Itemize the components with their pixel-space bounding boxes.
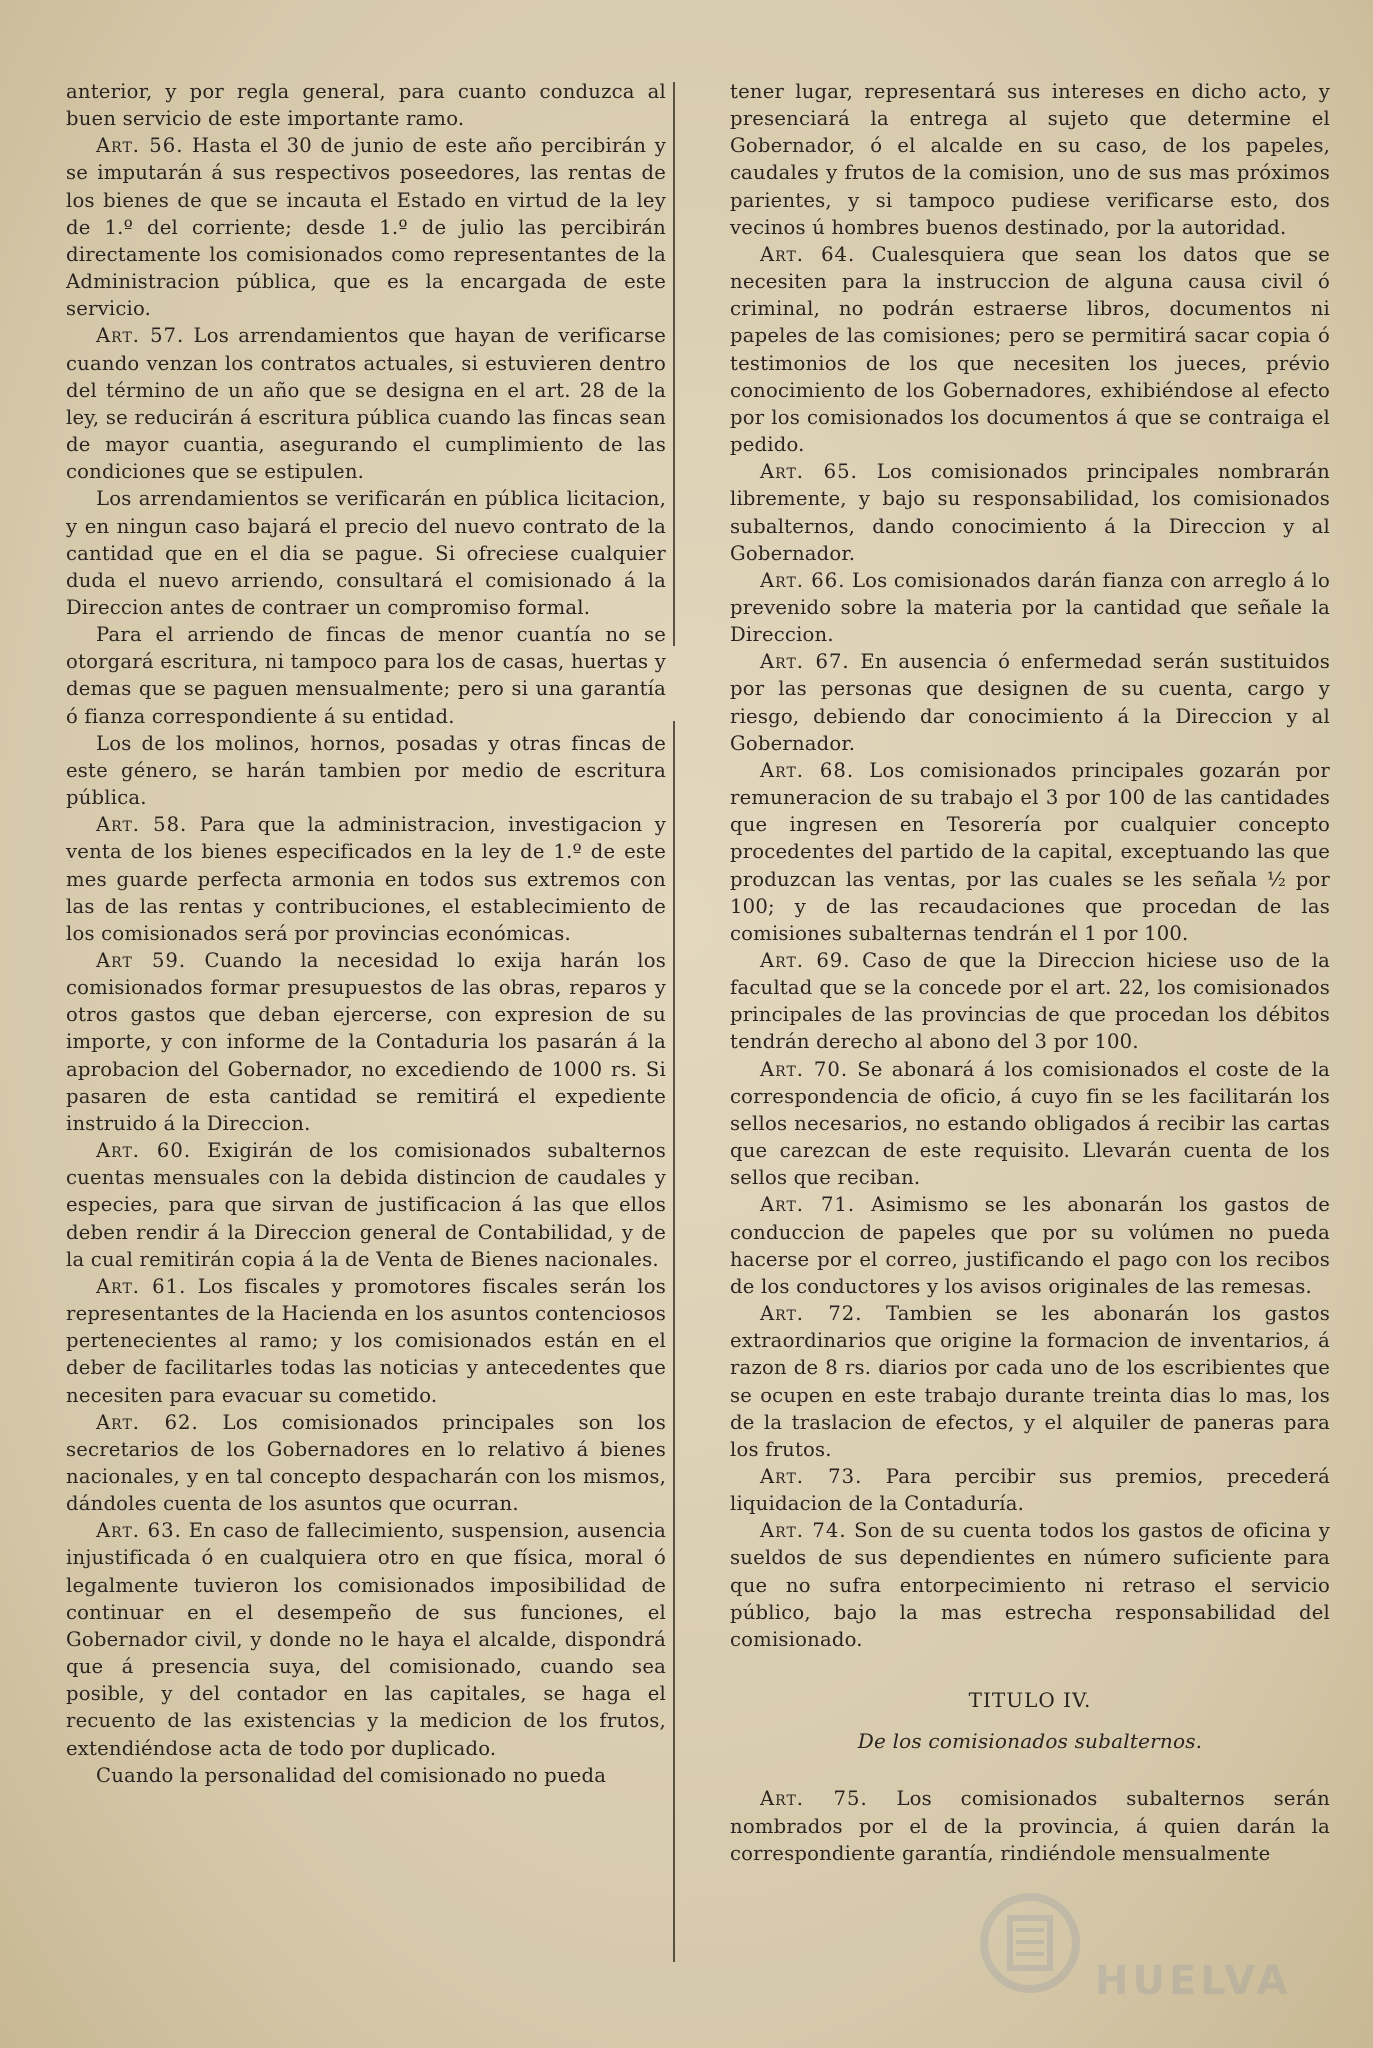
section-title: TITULO IV. <box>968 1688 1092 1713</box>
article-paragraph <box>66 621 666 730</box>
article-number: Art. 74. <box>760 1519 847 1543</box>
article-paragraph <box>66 811 666 947</box>
article-text: Cualesquiera que sean los datos que se necesiten para la instruccion de alguna causa civil ó criminal, no podrán estraerse libros, documentos ni papeles de las comisiones; pero se permitirá sacar copia ó testimonios de los que necesiten los jueces, prévio conocimiento de los Gobernadores, exhibiéndose al efecto por los comisionados los documentos á que se contraiga el pedido. <box>730 242 1331 457</box>
article-number: Art. 58. <box>96 813 188 837</box>
article-text: Los comisionados darán fianza con arreglo á lo prevenido sobre la materia por la cantidad que señale la Direccion. <box>730 568 1330 647</box>
article-paragraph <box>730 648 1330 757</box>
article-text: Para el arriendo de fincas de menor cuantía no se otorgará escritura, ni tampoco para los de casas, huertas y demas que se paguen mensualmente; pero si una garantía ó fianza correspondiente á su entidad. <box>66 623 666 728</box>
article-paragraph <box>730 78 1330 241</box>
article-text: Los comisionados principales son los secretarios de los Gobernadores en lo relativo á bienes nacionales, y en tal concepto despacharán con los mismos, dándoles cuenta de los asuntos que ocurran. <box>66 1410 666 1516</box>
article-paragraph <box>66 1762 666 1789</box>
article-number: Art. 57. <box>96 324 185 348</box>
article-text: Hasta el 30 de junio de este año percibirán y se imputarán á sus respectivos poseedores, las rentas de los bienes de que se incauta el Estado en virtud de la ley de 1.º del corriente; desde 1.º de julio las percibirán directamente los comisionados como representantes de la Administracion pública, que es la encargada de este servicio. <box>66 134 666 321</box>
article-number: Art. 63. <box>96 1519 182 1543</box>
article-paragraph <box>730 1517 1330 1653</box>
article-paragraph <box>730 757 1330 947</box>
article-text: Para percibir sus premios, precederá liquidacion de la Contaduría. <box>730 1464 1330 1516</box>
article-text: Los comisionados principales gozarán por remuneracion de su trabajo el 3 por 100 de las cantidades que ingresen en Tesorería por cualquier concepto procedentes del partido de la capital, exceptuando las que produzcan las ventas, por las cuales se les señala ½ por 100; y de las recaudaciones que procedan de las comisiones subalternas tendrán el 1 por 100. <box>730 758 1330 945</box>
article-text: Cuando la necesidad lo exija harán los comisionados formar presupuestos de las obras, reparos y otros gastos que deban ejercerse, con expresion de su importe, y con informe de la Contaduria los pasarán á la aprobacion del Gobernador, no excediendo de 1000 rs. Si pasaren de esta cantidad se remitirá el expediente instruido á la Direccion. <box>66 949 666 1135</box>
article-paragraph <box>730 1300 1330 1463</box>
article-paragraph <box>66 485 666 621</box>
article-text: Los comisionados principales nombrarán libremente, y bajo su responsabilidad, los comisionados subalternos, dando conocimiento á la Direccion y al Gobernador. <box>730 460 1330 565</box>
article-paragraph <box>730 1191 1330 1300</box>
article-paragraph <box>66 1273 666 1409</box>
article-paragraph <box>66 78 666 132</box>
watermark-text: HUELVA <box>1095 1958 1292 2004</box>
article-number: Art. 65. <box>760 460 858 484</box>
article-number: Art. 67. <box>760 650 850 674</box>
article-number: Art. 75. <box>760 1787 868 1811</box>
article-paragraph <box>66 1517 666 1761</box>
article-number: Art. 72. <box>760 1302 863 1326</box>
article-text: Los de los molinos, hornos, posadas y otras fincas de este género, se harán tambien por medio de escritura pública. <box>66 731 666 810</box>
article-paragraph <box>730 1056 1330 1192</box>
article-paragraph <box>730 947 1330 1056</box>
article-text: Tambien se les abonarán los gastos extraordinarios que origine la formacion de inventarios, á razon de 8 rs. diarios por cada uno de los escribientes que se ocupen en este trabajo durante treinta dias lo mas, los de la traslacion de efectos, y el alquiler de paneras para los frutos. <box>730 1302 1330 1461</box>
article-text: Los comisionados subalternos serán nombrados por el de la provincia, á quien darán la correspondiente garantía, rindiéndole mensualmente <box>730 1787 1330 1865</box>
article-paragraph <box>66 322 666 485</box>
article-paragraph <box>66 132 666 322</box>
article-number: Art. 69. <box>760 949 851 972</box>
article-paragraph <box>66 1137 666 1273</box>
article-number: Art 59. <box>96 949 187 972</box>
archive-seal-icon <box>980 1878 1080 2008</box>
article-number: Art. 68. <box>760 758 855 782</box>
article-text: Cuando la personalidad del comisionado no pueda <box>96 1763 607 1787</box>
article-paragraph <box>730 1785 1330 1866</box>
article-paragraph <box>730 567 1330 648</box>
article-text: Los arrendamientos que hayan de verificarse cuando venzan los contratos actuales, si estuvieren dentro del término de un año que se designa en el art. 28 de la ley, se reducirán á escritura pública cuando las fincas sean de mayor cuantia, asegurando el cumplimiento de las condiciones que se estipulen. <box>66 324 666 484</box>
article-number: Art. 71. <box>760 1193 856 1217</box>
article-text: Exigirán de los comisionados subalternos cuentas mensuales con la debida distincion de caudales y especies, para que sirvan de justificacion á las que ellos deben rendir á la Direccion general de Contabilidad, y de la cual remitirán copia á la de Venta de Bienes nacionales. <box>66 1139 666 1271</box>
right-column-articles <box>730 78 1330 1653</box>
article-text: Asimismo se les abonarán los gastos de conduccion de papeles que por su volúmen no pueda hacerse por el correo, justificando el pago con los recibos de los conductores y los avisos originales de las remesas. <box>730 1193 1330 1298</box>
article-text: Los arrendamientos se verificarán en pública licitacion, y en ningun caso bajará el precio del nuevo contrato de la cantidad que en el dia se pague. Si ofreciese cualquier duda el nuevo arriendo, consultará el comisionado á la Direccion antes de contraer un compromiso formal. <box>66 487 666 619</box>
section-subtitle: De los comisionados subalternos. <box>857 1729 1203 1754</box>
article-paragraph <box>730 1463 1330 1517</box>
article-number: Art. 73. <box>760 1464 863 1488</box>
article-text: tener lugar, representará sus intereses en dicho acto, y presenciará la entrega al sujeto que determine el Gobernador, ó el alcalde en su caso, de los papeles, caudales y frutos de la comision, uno de sus mas próximos parientes, y si tampoco pudiese verificarse esto, dos vecinos ú hombres buenos destinado, por la autoridad. <box>730 80 1330 239</box>
column-divider <box>673 82 675 1962</box>
article-number: Art. 66. <box>760 568 846 592</box>
article-paragraph <box>730 241 1330 458</box>
article-paragraph <box>66 1409 666 1518</box>
article-text: En caso de fallecimiento, suspension, ausencia injustificada ó en cualquiera otro en que física, moral ó legalmente tuvieron los comisionados imposibilidad de continuar en el desempeño de sus funciones, el Gobernador civil, y donde no le haya el alcalde, dispondrá que á presencia suya, del comisionado, cuando sea posible, y del contador en las capitales, se haga el recuento de las existencias y la medicion de los frutos, extendiéndose acta de todo por duplicado. <box>66 1519 666 1760</box>
article-text: Caso de que la Direccion hiciese uso de la facultad que se la concede por el art. 22, los comisionados principales de las provincias de que procedan los débitos tendrán derecho al abono del 3 por 100. <box>730 949 1331 1054</box>
article-number: Art. 61. <box>96 1274 187 1298</box>
article-text: anterior, y por regla general, para cuanto conduzca al buen servicio de este importante ramo. <box>66 80 666 131</box>
article-number: Art. 70. <box>760 1057 849 1081</box>
right-column <box>730 78 1330 1867</box>
article-text: Se abonará á los comisionados el coste de la correspondencia de oficio, á cuyo fin se les facilitarán los sellos necesarios, no estando obligados á recibir las cartas que carezcan de este requisito. Llevarán cuenta de los sellos que reciban. <box>730 1057 1330 1190</box>
article-number: Art. 56. <box>96 134 184 158</box>
article-paragraph <box>66 730 666 811</box>
left-column <box>66 78 666 1789</box>
article-number: Art. 62. <box>96 1410 199 1434</box>
article-text: Para que la administracion, investigacion y venta de los bienes especificados en la ley de 1.º de este mes guarde perfecta armonia en todos sus extremos con las de las rentas y contribuciones, el establecimiento de los comisionados será por provincias económicas. <box>66 813 666 945</box>
article-paragraph <box>66 947 666 1137</box>
article-number: Art. 60. <box>96 1139 192 1163</box>
article-text: Los fiscales y promotores fiscales serán los representantes de la Hacienda en los asuntos contenciosos pertenecientes al ramo; y los comisionados están en el deber de facilitarles todas las noticias y antecedentes que necesiten para evacuar su cometido. <box>66 1274 666 1407</box>
article-paragraph <box>730 458 1330 567</box>
article-text: Son de su cuenta todos los gastos de oficina y sueldos de sus dependientes en número suficiente para que no sufra entorpecimiento ni retraso el servicio público, bajo la mas estrecha responsabilidad del comisionado. <box>730 1519 1330 1651</box>
watermark <box>980 1870 1310 2020</box>
article-text: En ausencia ó enfermedad serán sustituidos por las personas que designen de su cuenta, cargo y riesgo, debiendo dar conocimiento á la Direccion y al Gobernador. <box>730 650 1330 755</box>
article-number: Art. 64. <box>760 242 856 266</box>
